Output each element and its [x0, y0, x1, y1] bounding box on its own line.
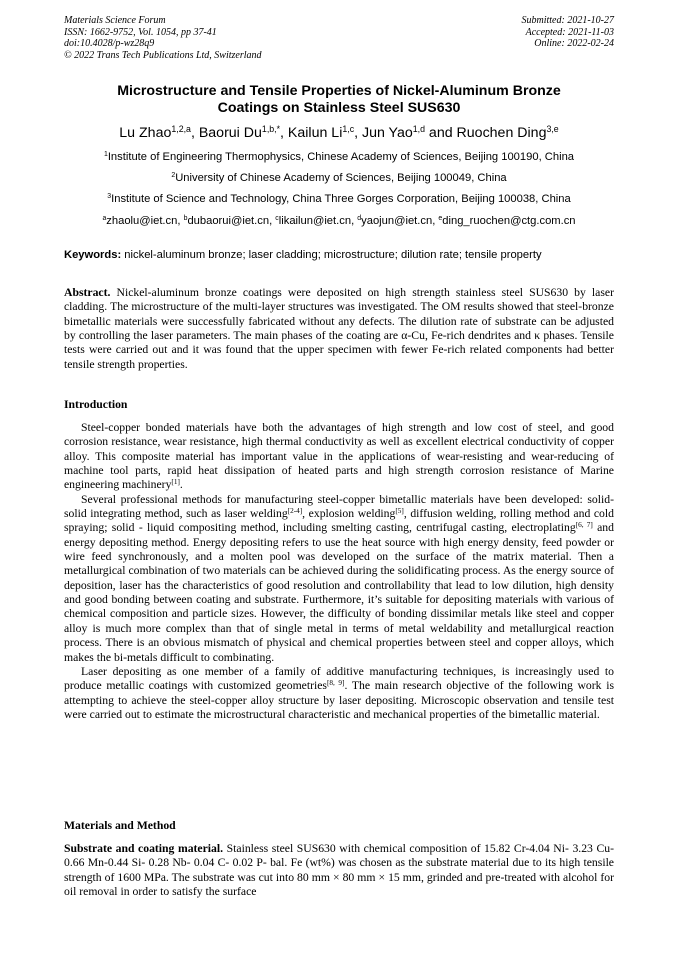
keywords: Keywords: nickel-aluminum bronze; laser cladding; microstructure; dilution rate; tensile property	[64, 249, 542, 261]
copyright: © 2022 Trans Tech Publications Ltd, Switzerland	[64, 49, 262, 61]
introduction-body	[64, 421, 614, 722]
author: Jun Yao$^{1,d}$	[362, 124, 425, 141]
paragraph: Steel-copper bonded materials have both the advantages of high strength and low cost of steel, and good corrosion resistance, wear resistance, high thermal conductivity as well as excellent electrical conductivity of copper alloy. This composite material has important value in the applications of wear-resisting and wear-reducing of machine tool parts, rapid heat dissipation of heated parts and high strength corrosion resistance of Marine engineering machinery[1].	[64, 421, 614, 492]
paragraph: Laser depositing as one member of a family of additive manufacturing techniques, is increasingly used to produce metallic coatings with customized geometries[8, 9]. The main research objective of the following work is attempting to achieve the steel-copper alloy structure by laser depositing. Microscopic observation and tensile test were carried out to estimate the microstructural characteristic and mechanical properties of the bimetallic material.	[64, 664, 614, 721]
accepted-date: Accepted: 2021-11-03	[525, 26, 614, 38]
citation: [1]	[171, 478, 180, 487]
paragraph: Several professional methods for manufacturing steel-copper bimetallic materials have been developed: solid-solid integrating method, such as laser welding[2-4], explosion welding[5], diffusion welding, rolling method and cold spraying; solid - liquid compositing method, including smelting casting, centrifugal casting, electroplating[6, 7] and energy depositing method. Energy depositing refers to use the heat source with high energy density, feed powder or wire feed synchronously, and a molten pool was developed on the surface of the matrix material. Then a metallurgical combination of two materials can be achieved during the solidificating process. As the energy source of deposition, laser has the characteristics of good resolution and controllability that lead to low dilution, high density and good bonding between coating and substrate. Furthermore, it’s suitable for depositing materials with various of chemical composition and particle sizes. However, the difficulty of bonding dissimilar metals like steel and copper alloy is much more complex than that of single metal in terms of metal weldability and metallurgical reaction process. There is an obvious mismatch of physical and chemical properties between steel and copper alloys, which makes the bi-metals difficult to combinating.	[64, 492, 614, 664]
journal-name: Materials Science Forum	[64, 15, 166, 26]
author: Lu Zhao$^{1,2,a}$	[119, 124, 191, 141]
affiliation: $^1$Institute of Engineering Thermophysics, Chinese Academy of Sciences, Beijing 100190, China	[103, 151, 575, 163]
journal-info	[64, 15, 262, 61]
issn: ISSN: 1662-9752, Vol. 1054, pp 37-41	[64, 26, 217, 38]
abstract	[64, 286, 614, 372]
abstract-text: Nickel-aluminum bronze coatings were deposited on high strength stainless steel SUS630 by laser cladding. The microstructure of the multi-layer structures was investigated. The OM results showed that steel-bronze bimetallic materials were successfully fabricated without any defects. The dilution rate of substrate can be adjusted by controlling the laser parameters. The main phases of the coating are α-Cu, Fe-rich dendrites and κ phases. Tensile tests were carried out and it was found that the upper specimen with fewer Fe-rich related components had better tensile strength properties.	[64, 286, 614, 371]
title-line: Coatings on Stainless Steel SUS630	[217, 100, 461, 116]
submitted-date: Submitted: 2021-10-27	[521, 15, 614, 26]
citation: [6, 7]	[575, 521, 593, 530]
abstract-label: Abstract.	[64, 286, 111, 299]
author: Kailun Li$^{1,c}$	[287, 124, 355, 141]
citation: [5]	[395, 507, 404, 516]
author: Baorui $Du^{1,b,*}$	[198, 124, 281, 141]
methods-body	[64, 842, 614, 899]
title-line: Microstructure and Tensile Properties of Nickel-Aluminum Bronze	[117, 83, 561, 99]
author: Ruochen Ding$^{3,e}$	[456, 124, 559, 141]
subsection-label: Substrate and coating material.	[64, 842, 224, 855]
section-heading: Introduction	[64, 398, 128, 411]
email-list: $^a$zhaolu@iet.cn, $^b$dubaorui@iet.cn, $^c$likailun@iet.cn, $^d$yaojun@iet.cn, $^e$ding_ruochen@ctg.com.cn	[102, 215, 576, 227]
author-list: Lu Zhao$^{1,2,a}$, Baorui $Du^{1,b,*}$, Kailun Li$^{1,c}$, Jun Yao$^{1,d}$ and Ruochen Ding$^{3,e}$	[119, 124, 559, 141]
citation: [2-4]	[287, 507, 303, 516]
dates-info	[522, 15, 615, 50]
citation: [8, 9]	[326, 679, 345, 688]
keywords-label: Keywords:	[64, 249, 122, 261]
affiliation: $^3$Institute of Science and Technology, China Three Gorges Corporation, Beijing 100038, China	[107, 193, 571, 205]
doi: doi:10.4028/p-wz28q9	[64, 38, 155, 49]
section-heading: Materials and Method	[64, 819, 176, 832]
paragraph: Substrate and coating material. Stainless steel SUS630 with chemical composition of 15.82 Cr-4.04 Ni- 3.23 Cu- 0.66 Mn-0.44 Si- 0.28 Nb- 0.04 C- 0.02 P- bal. Fe (wt%) was chosen as the substrate material due to its high tensile strength of 1600 MPa. The substrate was cut into 80 mm × 80 mm × 15 mm, grinded and pre-treated with alcohol for oil removal in order to satisfy the surface	[64, 842, 615, 899]
paper-title	[64, 83, 614, 117]
affiliation: $^2$University of Chinese Academy of Sciences, Beijing 100049, China	[171, 172, 507, 184]
online-date: Online: 2022-02-24	[534, 38, 614, 49]
